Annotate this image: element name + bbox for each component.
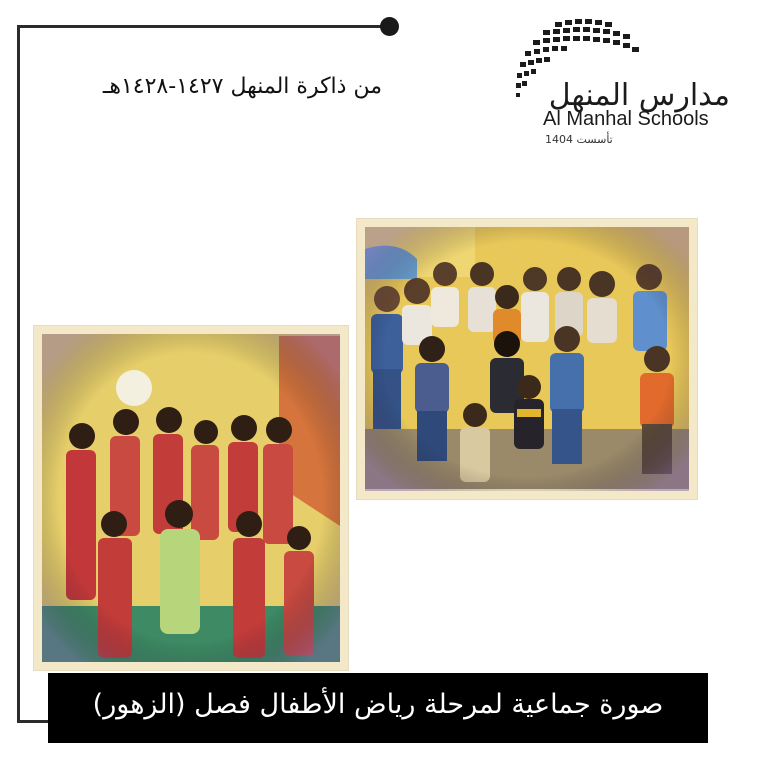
frame-left-line [17,25,20,723]
page-title: من ذاكرة المنهل ١٤٢٧-١٤٢٨هـ [102,74,382,99]
frame-top-line [17,25,389,28]
boys-group-photo [357,219,697,499]
logo-name-english: Al Manhal Schools [543,108,709,130]
frame-dot [380,17,399,36]
school-logo [515,18,730,153]
logo-established: تأسست 1404 [545,133,613,146]
logo-name-arabic: مدارس المنهل [548,78,730,113]
caption-bar [48,673,708,743]
girls-group-photo [34,326,348,670]
photo-caption: صورة جماعية لمرحلة رياض الأطفال فصل (الزهور) [92,689,664,720]
